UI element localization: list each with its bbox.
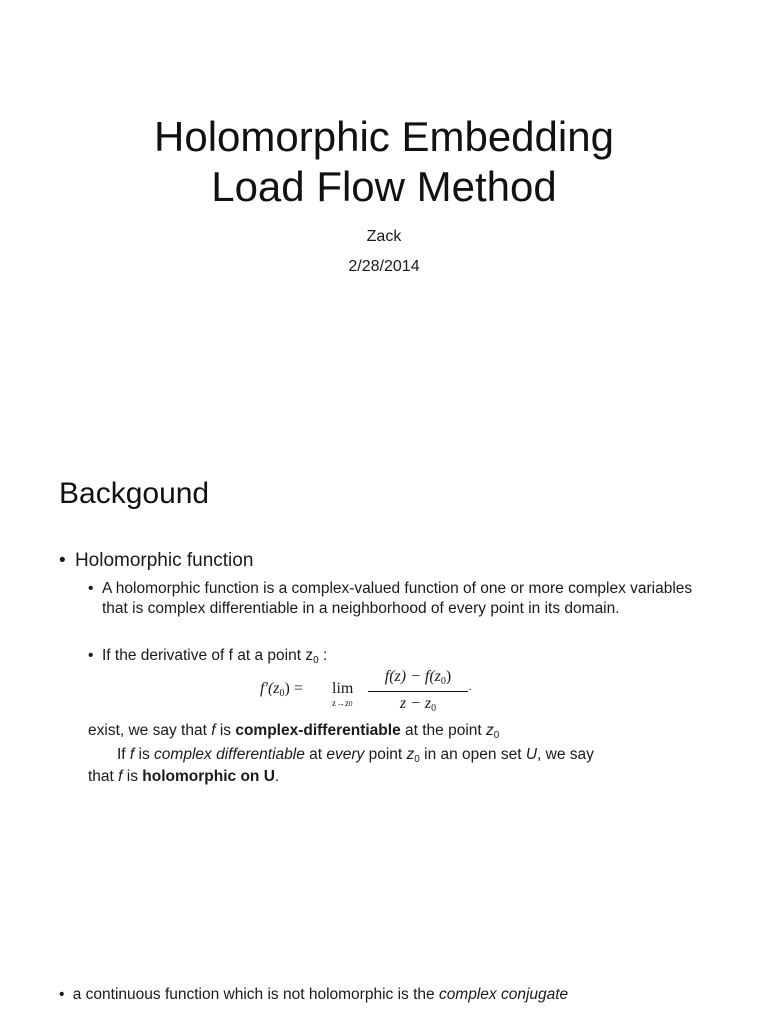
limit-subscript: z→z0 bbox=[332, 698, 353, 708]
title-line-1: Holomorphic Embedding bbox=[154, 113, 614, 160]
limit-operator: lim bbox=[332, 680, 354, 697]
holomorphic-on-u-line: that f is holomorphic on U. bbox=[88, 768, 280, 785]
derivative-equation bbox=[260, 668, 480, 716]
sub-bullet-marker-2: • bbox=[88, 647, 94, 664]
presentation-date: 2/28/2014 bbox=[348, 258, 420, 275]
complex-differentiable-line: exist, we say that f is complex-differentiable at the point $z_0$ bbox=[88, 722, 500, 741]
holomorphic-definition-line: If f is complex differentiable at every point $z_0$ in an open set U, we say bbox=[117, 746, 594, 765]
slide-title bbox=[0, 112, 768, 212]
sub-bullet-marker-1: • bbox=[88, 580, 94, 597]
fraction-denominator: $z - z_0$ bbox=[399, 695, 437, 714]
sub-bullet-definition: A holomorphic function is a complex-valued function of one or more complex variables that is complex differentiable in a neighborhood of every point in its domain. bbox=[102, 580, 693, 617]
bullet-text: Holomorphic function bbox=[74, 550, 254, 571]
bullet-complex-conjugate: • a continuous function which is not holomorphic is the complex conjugate bbox=[59, 986, 569, 1003]
equation-lhs: $f'(z_0)$ = bbox=[260, 680, 303, 699]
sub-bullet-derivative: If the derivative of f at a point $z_0$ : bbox=[102, 647, 328, 666]
section-heading: Backgound bbox=[59, 477, 210, 510]
bullet-marker: • bbox=[59, 550, 66, 571]
bullet-marker: • bbox=[59, 986, 65, 1003]
author-name: Zack bbox=[366, 228, 402, 245]
fraction-bar bbox=[368, 691, 468, 692]
equation-period: . bbox=[469, 682, 472, 693]
title-line-2: Load Flow Method bbox=[211, 163, 557, 210]
bullet-holomorphic-function bbox=[59, 550, 253, 572]
fraction-numerator: $f(z) - f(z_0)$ bbox=[384, 668, 452, 687]
